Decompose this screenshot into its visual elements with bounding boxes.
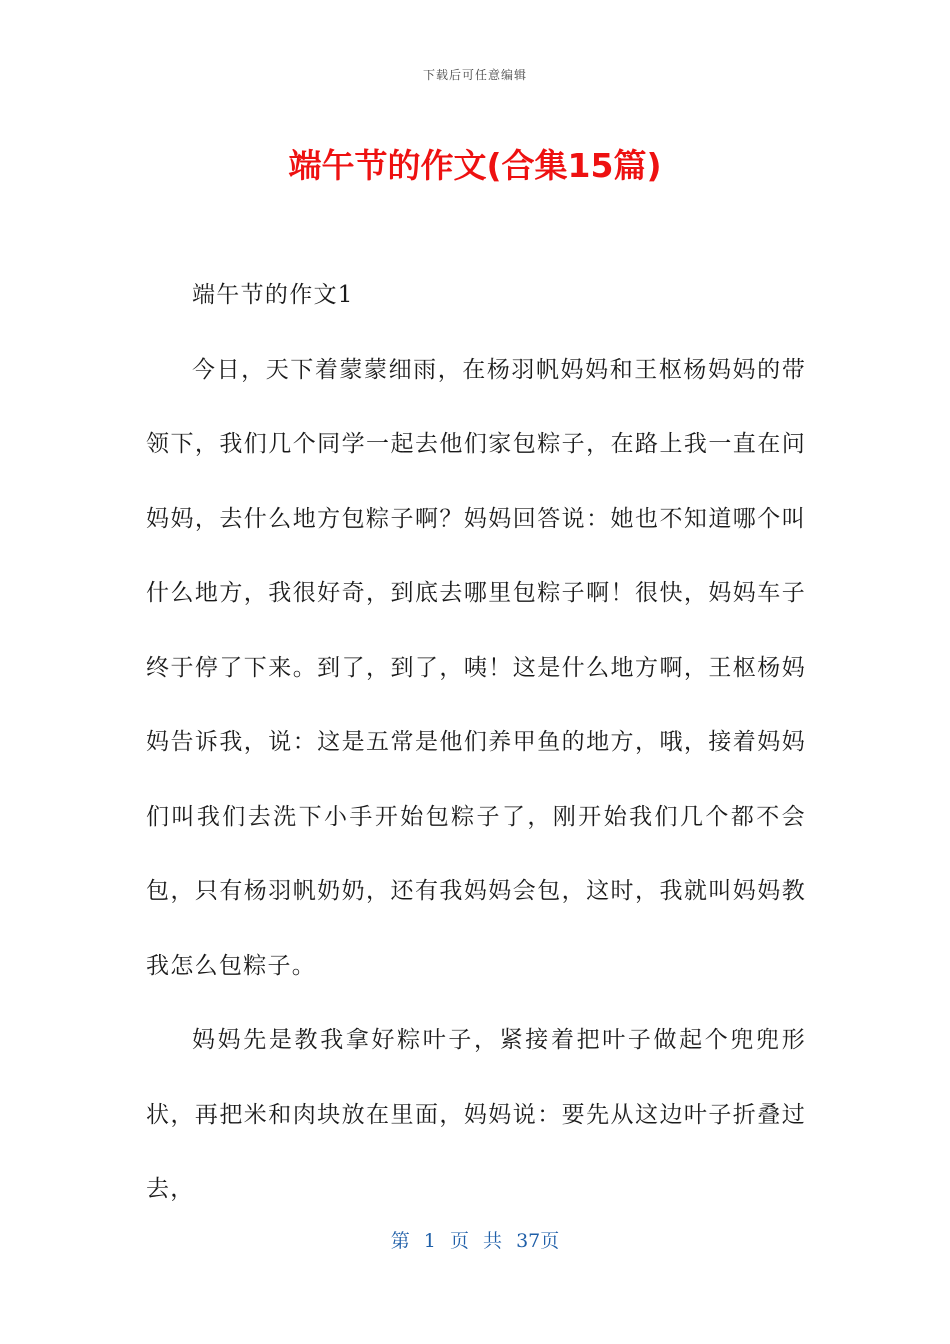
footer-page-prefix: 第: [390, 1230, 410, 1252]
document-title: 端午节的作文(合集15篇): [288, 146, 662, 185]
footer-page-unit: 页: [449, 1230, 469, 1252]
paragraph: 妈妈先是教我拿好粽叶子，紧接着把叶子做起个兜兜形状，再把米和肉块放在里面，妈妈说：要先从这边叶子折叠过去，: [146, 1027, 806, 1202]
footer-page-total: 37页: [516, 1230, 560, 1252]
footer-total-prefix: 共: [483, 1230, 503, 1252]
header-note: 下载后可任意编辑: [422, 68, 527, 82]
footer-page-current: 1: [423, 1230, 436, 1252]
page-footer: [0, 1226, 950, 1253]
document-body: [146, 258, 806, 1227]
section-heading: 端午节的作文1: [192, 282, 354, 308]
paragraph: 今日，天下着蒙蒙细雨，在杨羽帆妈妈和王枢杨妈妈的带领下，我们几个同学一起去他们家包粽子，在路上我一直在问妈妈，去什么地方包粽子啊？妈妈回答说：她也不知道哪个叫什么地方，我很好奇，到底去哪里包粽子啊！很快，妈妈车子终于停了下来。到了，到了，咦！这是什么地方啊，王枢杨妈妈告诉我，说：这是五常是他们养甲鱼的地方，哦，接着妈妈们叫我们去洗下小手开始包粽子了，刚开始我们几个都不会包，只有杨羽帆奶奶，还有我妈妈会包，这时，我就叫妈妈教我怎么包粽子。: [146, 356, 806, 979]
